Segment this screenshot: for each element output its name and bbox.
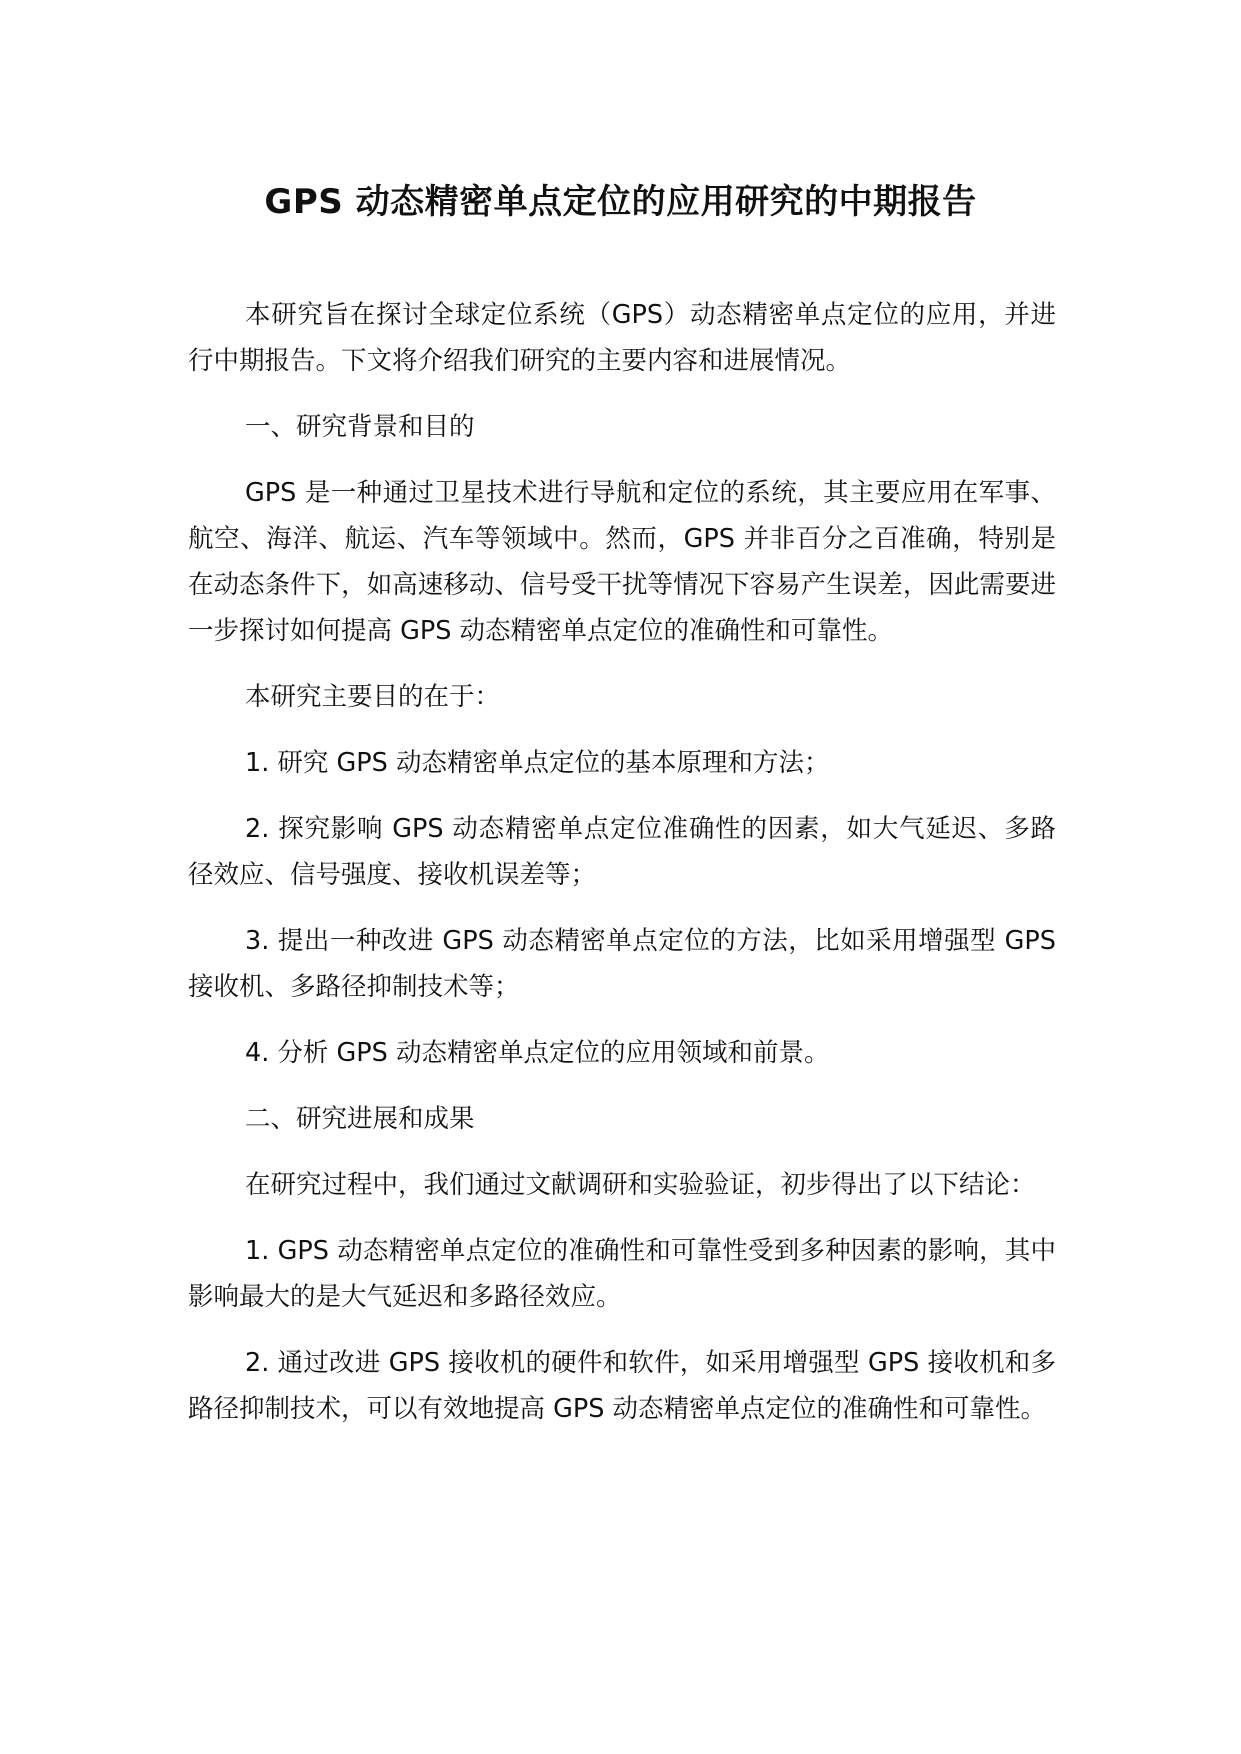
document-body: [188, 292, 1056, 1452]
intro-paragraph: 本研究旨在探讨全球定位系统（GPS）动态精密单点定位的应用，并进行中期报告。下文将介绍我们研究的主要内容和进展情况。: [188, 300, 1056, 376]
objective-item-3: 3. 提出一种改进 GPS 动态精密单点定位的方法，比如采用增强型 GPS 接收机、多路径抑制技术等；: [188, 926, 1056, 1002]
section-heading-progress: 二、研究进展和成果: [245, 1104, 475, 1134]
objective-item-4: 4. 分析 GPS 动态精密单点定位的应用领域和前景。: [245, 1038, 830, 1068]
objective-item-1: 1. 研究 GPS 动态精密单点定位的基本原理和方法；: [245, 748, 830, 778]
conclusion-item-1: 1. GPS 动态精密单点定位的准确性和可靠性受到多种因素的影响，其中影响最大的是大气延迟和多路径效应。: [188, 1236, 1056, 1312]
progress-paragraph: 在研究过程中，我们通过文献调研和实验验证，初步得出了以下结论：: [245, 1170, 1036, 1200]
conclusion-item-2: 2. 通过改进 GPS 接收机的硬件和软件，如采用增强型 GPS 接收机和多路径抑制技术，可以有效地提高 GPS 动态精密单点定位的准确性和可靠性。: [188, 1348, 1056, 1424]
section-heading-background: 一、研究背景和目的: [245, 412, 475, 442]
background-paragraph: GPS 是一种通过卫星技术进行导航和定位的系统，其主要应用在军事、航空、海洋、航运、汽车等领域中。然而，GPS 并非百分之百准确，特别是在动态条件下，如高速移动、信号受干扰等情况下容易产生误差，因此需要进一步探讨如何提高 GPS 动态精密单点定位的准确性和可靠性。: [188, 478, 1056, 646]
objective-item-2: 2. 探究影响 GPS 动态精密单点定位准确性的因素，如大气延迟、多路径效应、信号强度、接收机误差等；: [188, 814, 1056, 890]
document-title: GPS 动态精密单点定位的应用研究的中期报告: [264, 182, 977, 222]
objectives-intro: 本研究主要目的在于：: [245, 682, 501, 712]
